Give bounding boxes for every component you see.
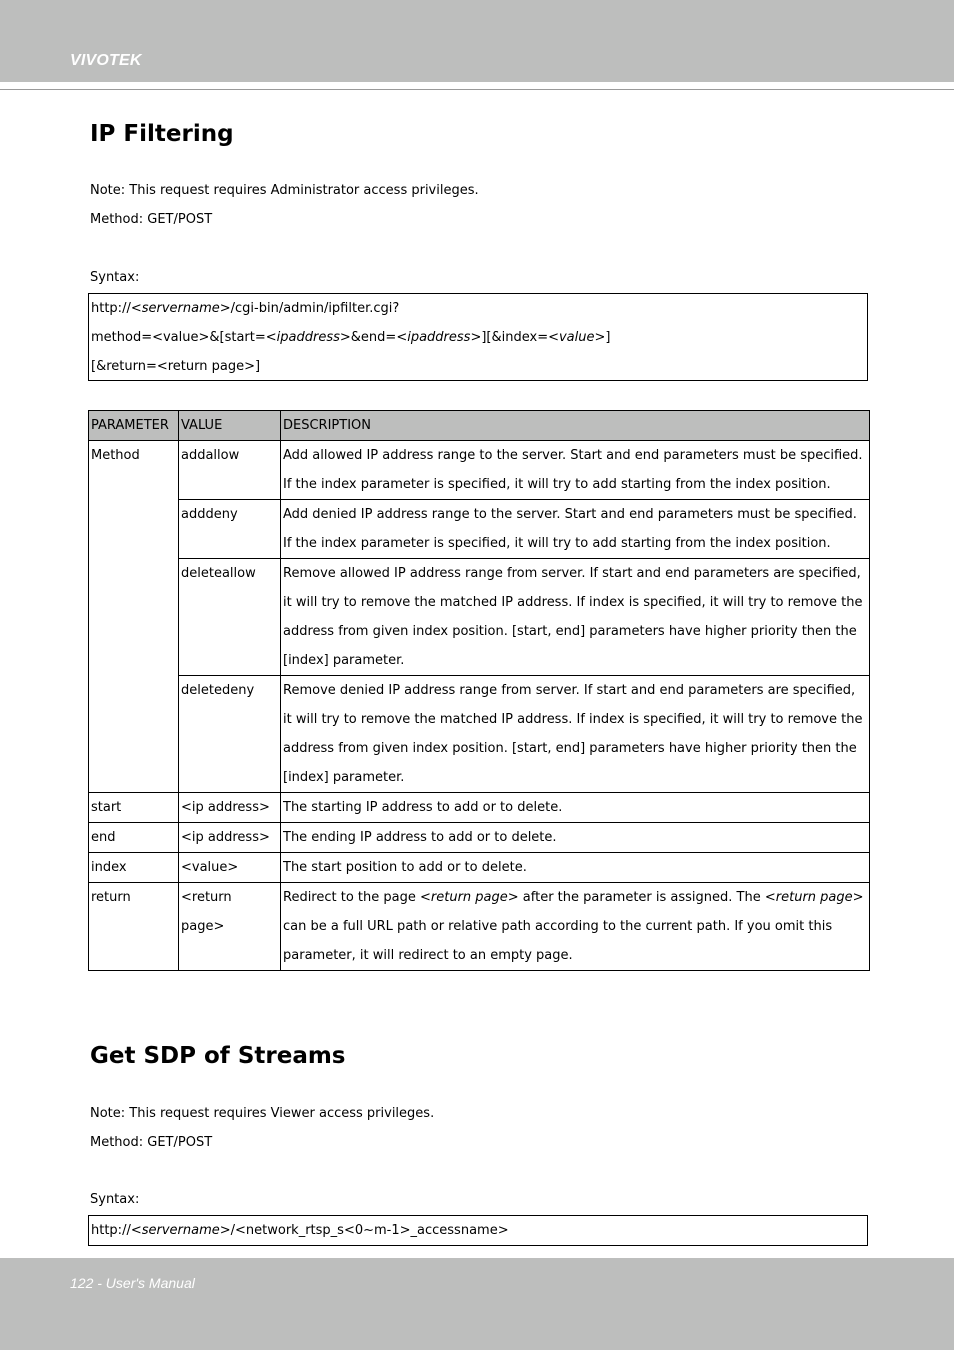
value-cell: deletedeny — [179, 676, 281, 793]
section-title-ip-filtering: IP Filtering — [90, 121, 234, 147]
syntax-line-3: [&return=<return page>] — [91, 359, 261, 374]
table-row — [89, 823, 870, 853]
brand-logo: VIVOTEK — [70, 52, 142, 69]
syntax-box — [88, 1215, 868, 1246]
value-cell: adddeny — [179, 500, 281, 559]
description-cell: Add allowed IP address range to the server. Start and end parameters must be specified. If the index parameter is specified, it will try to add starting from the index position. — [281, 441, 870, 500]
param-cell: Method — [89, 441, 179, 793]
value-cell: <ip address> — [179, 793, 281, 823]
description-cell: Remove denied IP address range from server. If start and end parameters are specified, it will try to remove the matched IP address. If index is specified, it will try to remove the address from given index position. [start, end] parameters have higher priority then the [index] parameter. — [281, 676, 870, 793]
value-cell: <return page> — [179, 883, 281, 971]
method-line: Method: GET/POST — [90, 1135, 213, 1150]
value-cell: addallow — [179, 441, 281, 500]
description-cell: Add denied IP address range to the server. Start and end parameters must be specified. If the index parameter is specified, it will try to add starting from the index position. — [281, 500, 870, 559]
syntax-line-2: method=<value>&[start=<ipaddress>&end=<ipaddress>][&index=<value>] — [91, 330, 611, 345]
description-cell: Redirect to the page <return page> after the parameter is assigned. The <return page> can be a full URL path or relative path according to the current path. If you omit this parameter, it will redirect to an empty page. — [281, 883, 870, 971]
table-header-row — [89, 411, 870, 441]
table-row — [89, 883, 870, 971]
value-cell: <ip address> — [179, 823, 281, 853]
table-row — [89, 853, 870, 883]
page-header — [0, 0, 954, 82]
table-row — [89, 441, 870, 500]
param-cell: index — [89, 853, 179, 883]
parameter-table — [88, 410, 870, 971]
description-cell: Remove allowed IP address range from server. If start and end parameters are specified, it will try to remove the matched IP address. If index is specified, it will try to remove the address from given index position. [start, end] parameters have higher priority then the [index] parameter. — [281, 559, 870, 676]
section-title-get-sdp: Get SDP of Streams — [90, 1043, 346, 1069]
param-cell: return — [89, 883, 179, 971]
table-row — [89, 676, 870, 793]
page-number: 122 - User's Manual — [70, 1275, 195, 1291]
table-row — [89, 500, 870, 559]
header-divider — [0, 89, 954, 90]
value-cell: deleteallow — [179, 559, 281, 676]
table-row — [89, 559, 870, 676]
syntax-label: Syntax: — [90, 270, 140, 285]
table-row — [89, 793, 870, 823]
column-header: DESCRIPTION — [281, 411, 870, 441]
syntax-line-1: http://<servername>/<network_rtsp_s<0~m-1>_accessname> — [91, 1223, 509, 1238]
column-header: VALUE — [179, 411, 281, 441]
param-cell: end — [89, 823, 179, 853]
access-note: Note: This request requires Administrator access privileges. — [90, 183, 479, 198]
param-cell: start — [89, 793, 179, 823]
column-header: PARAMETER — [89, 411, 179, 441]
syntax-label: Syntax: — [90, 1192, 140, 1207]
description-cell: The start position to add or to delete. — [281, 853, 870, 883]
description-cell: The starting IP address to add or to delete. — [281, 793, 870, 823]
syntax-box — [88, 293, 868, 381]
description-cell: The ending IP address to add or to delete. — [281, 823, 870, 853]
value-cell: <value> — [179, 853, 281, 883]
page-footer — [0, 1258, 954, 1350]
access-note: Note: This request requires Viewer access privileges. — [90, 1106, 435, 1121]
method-line: Method: GET/POST — [90, 212, 213, 227]
syntax-line-1: http://<servername>/cgi-bin/admin/ipfilter.cgi? — [91, 301, 400, 316]
